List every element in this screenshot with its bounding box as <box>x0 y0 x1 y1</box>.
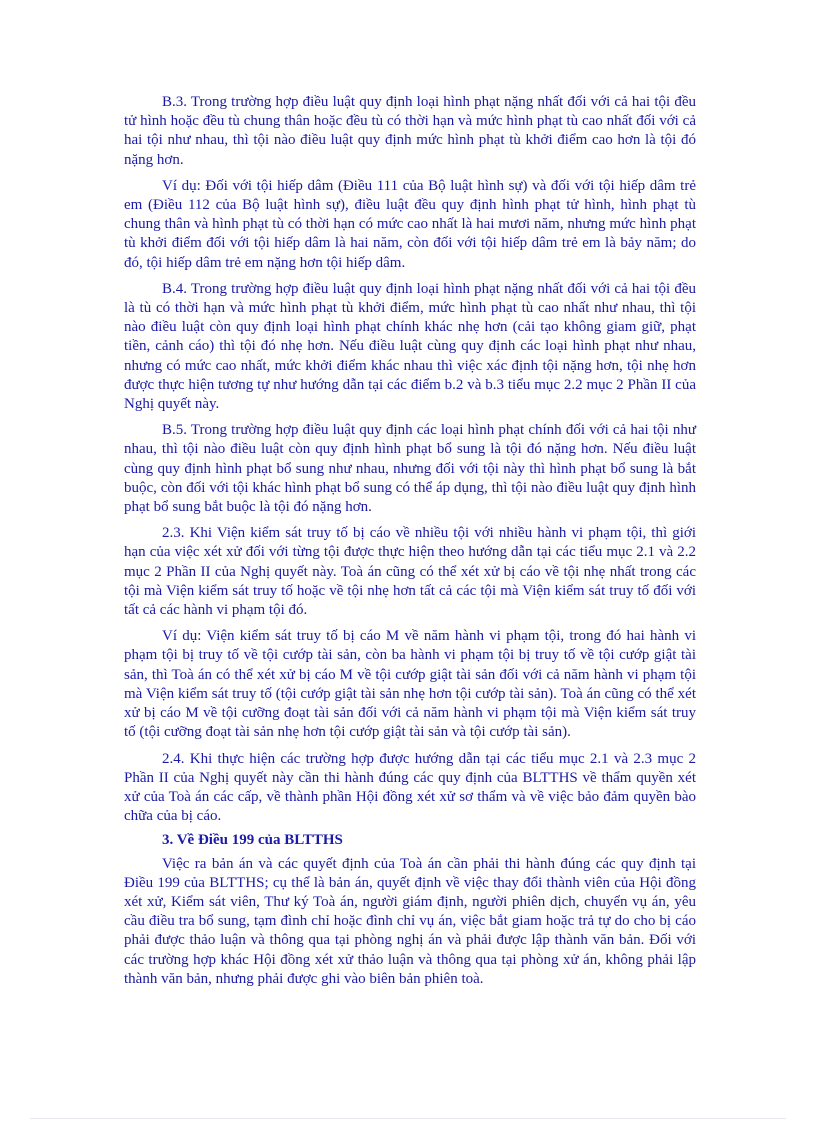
paragraph-example-1: Ví dụ: Đối với tội hiếp dâm (Điều 111 của Bộ luật hình sự) và đối với tội hiếp dâm trẻ em (Điều 112 của Bộ luật hình sự), điều luật đều quy định hình phạt tử hình, hình phạt tù chung thân và hình phạt tù có thời hạn có mức cao nhất là hai mươi năm, nhưng mức hình phạt tù khởi điểm đối với tội hiếp dâm là hai năm, còn đối với tội hiếp dâm trẻ em là bảy năm; do đó, tội hiếp dâm trẻ em nặng hơn tội hiếp dâm. <box>124 177 696 271</box>
paragraph-final: Việc ra bản án và các quyết định của Toà án cần phải thi hành đúng các quy định tại Điều 199 của BLTTHS; cụ thể là bản án, quyết định về việc thay đổi thành viên của Hội đồng xét xử, Kiểm sát viên, Thư ký Toà án, người giám định, người phiên dịch, chuyển vụ án, yêu cầu điều tra bổ sung, tạm đình chỉ hoặc đình chỉ vụ án, việc bắt giam hoặc trả tự do cho bị cáo phải được thảo luận và thông qua tại phòng nghị án và phải được lập thành văn bản. Đối với các trường hợp khác Hội đồng xét xử thảo luận và thông qua tại phòng xử án, không phải lập thành văn bản, nhưng phải được ghi vào biên bản phiên toà. <box>124 855 696 987</box>
paragraph-2-3: 2.3. Khi Viện kiểm sát truy tố bị cáo về nhiều tội với nhiều hành vi phạm tội, thì giới hạn của việc xét xử đối với từng tội được thực hiện theo hướng dẫn tại các tiểu mục 2.1 và 2.2 mục 2 Phần II của Nghị quyết này. Toà án cũng có thể xét xử bị cáo về tội nhẹ nhất trong các tội mà Viện kiểm sát truy tố hoặc về tội nhẹ hơn tất cả các tội mà Viện kiểm sát truy tố đối với tất cả các hành vi phạm tội đó. <box>124 525 696 619</box>
page-bottom-divider <box>30 1118 786 1119</box>
paragraph-example-2: Ví dụ: Viện kiểm sát truy tố bị cáo M về năm hành vi phạm tội, trong đó hai hành vi phạm tội bị truy tố về tội cướp tài sản, còn ba hành vi phạm tội bị truy tố về tội cướp giật tài sản, thì Toà án có thể xét xử bị cáo M về tội cướp giật tài sản đối với cả năm hành vi phạm tội mà Viện kiểm sát truy tố (tội cướp giật tài sản nhẹ hơn tội cướp tài sản). Toà án cũng có thể xét xử bị cáo M về tội cưỡng đoạt tài sản đối với cả năm hành vi phạm tội mà Viện kiểm sát truy tố (tội cưỡng đoạt tài sản nhẹ hơn tội cướp giật tài sản và tội cướp tài sản). <box>124 628 696 741</box>
paragraph-b4: B.4. Trong trường hợp điều luật quy định loại hình phạt nặng nhất đối với cả hai tội đều là tù có thời hạn và mức hình phạt tù khởi điểm, mức hình phạt tù cao nhất như nhau, thì tội nào điều luật còn quy định loại hình phạt chính khác nhẹ hơn (cải tạo không giam giữ, phạt tiền, cảnh cáo) thì tội đó nhẹ hơn. Nếu điều luật cùng quy định các loại hình phạt như nhau, nhưng có mức cao nhất, mức khởi điểm khác nhau thì việc xác định tội nặng hơn, tội nhẹ hơn được thực hiện tương tự như hướng dẫn tại các điểm b.2 và b.3 tiểu mục 2.2 mục 2 Phần II của Nghị quyết này. <box>124 280 696 413</box>
paragraph-b5: B.5. Trong trường hợp điều luật quy định các loại hình phạt chính đối với cả hai tội như nhau, thì tội nào điều luật còn quy định hình phạt bổ sung là tội đó nặng hơn. Nếu điều luật cùng quy định hình phạt bổ sung như nhau, nhưng đối với tội này thì hình phạt bổ sung là bắt buộc, còn đối với tội khác hình phạt bổ sung có thể áp dụng, thì tội nào điều luật quy định hình phạt bổ sung bắt buộc là tội đó nặng hơn. <box>124 422 696 516</box>
document-body <box>124 93 696 996</box>
paragraph-2-4: 2.4. Khi thực hiện các trường hợp được hướng dẫn tại các tiểu mục 2.1 và 2.3 mục 2 Phần II của Nghị quyết này cần thi hành đúng các quy định của BLTTHS về thẩm quyền xét xử của Toà án các cấp, về thành phần Hội đồng xét xử sơ thẩm và về việc bảo đảm quyền bào chữa của bị cáo. <box>124 750 696 825</box>
paragraph-b3: B.3. Trong trường hợp điều luật quy định loại hình phạt nặng nhất đối với cả hai tội đều tử hình hoặc đều tù chung thân hoặc đều tù có thời hạn và mức hình phạt tù cao nhất đối với cả hai tội như nhau, thì tội nào điều luật quy định mức hình phạt tù khởi điểm cao hơn là tội đó nặng hơn. <box>124 94 696 168</box>
section-heading: 3. Về Điều 199 của BLTTHS <box>162 832 343 849</box>
